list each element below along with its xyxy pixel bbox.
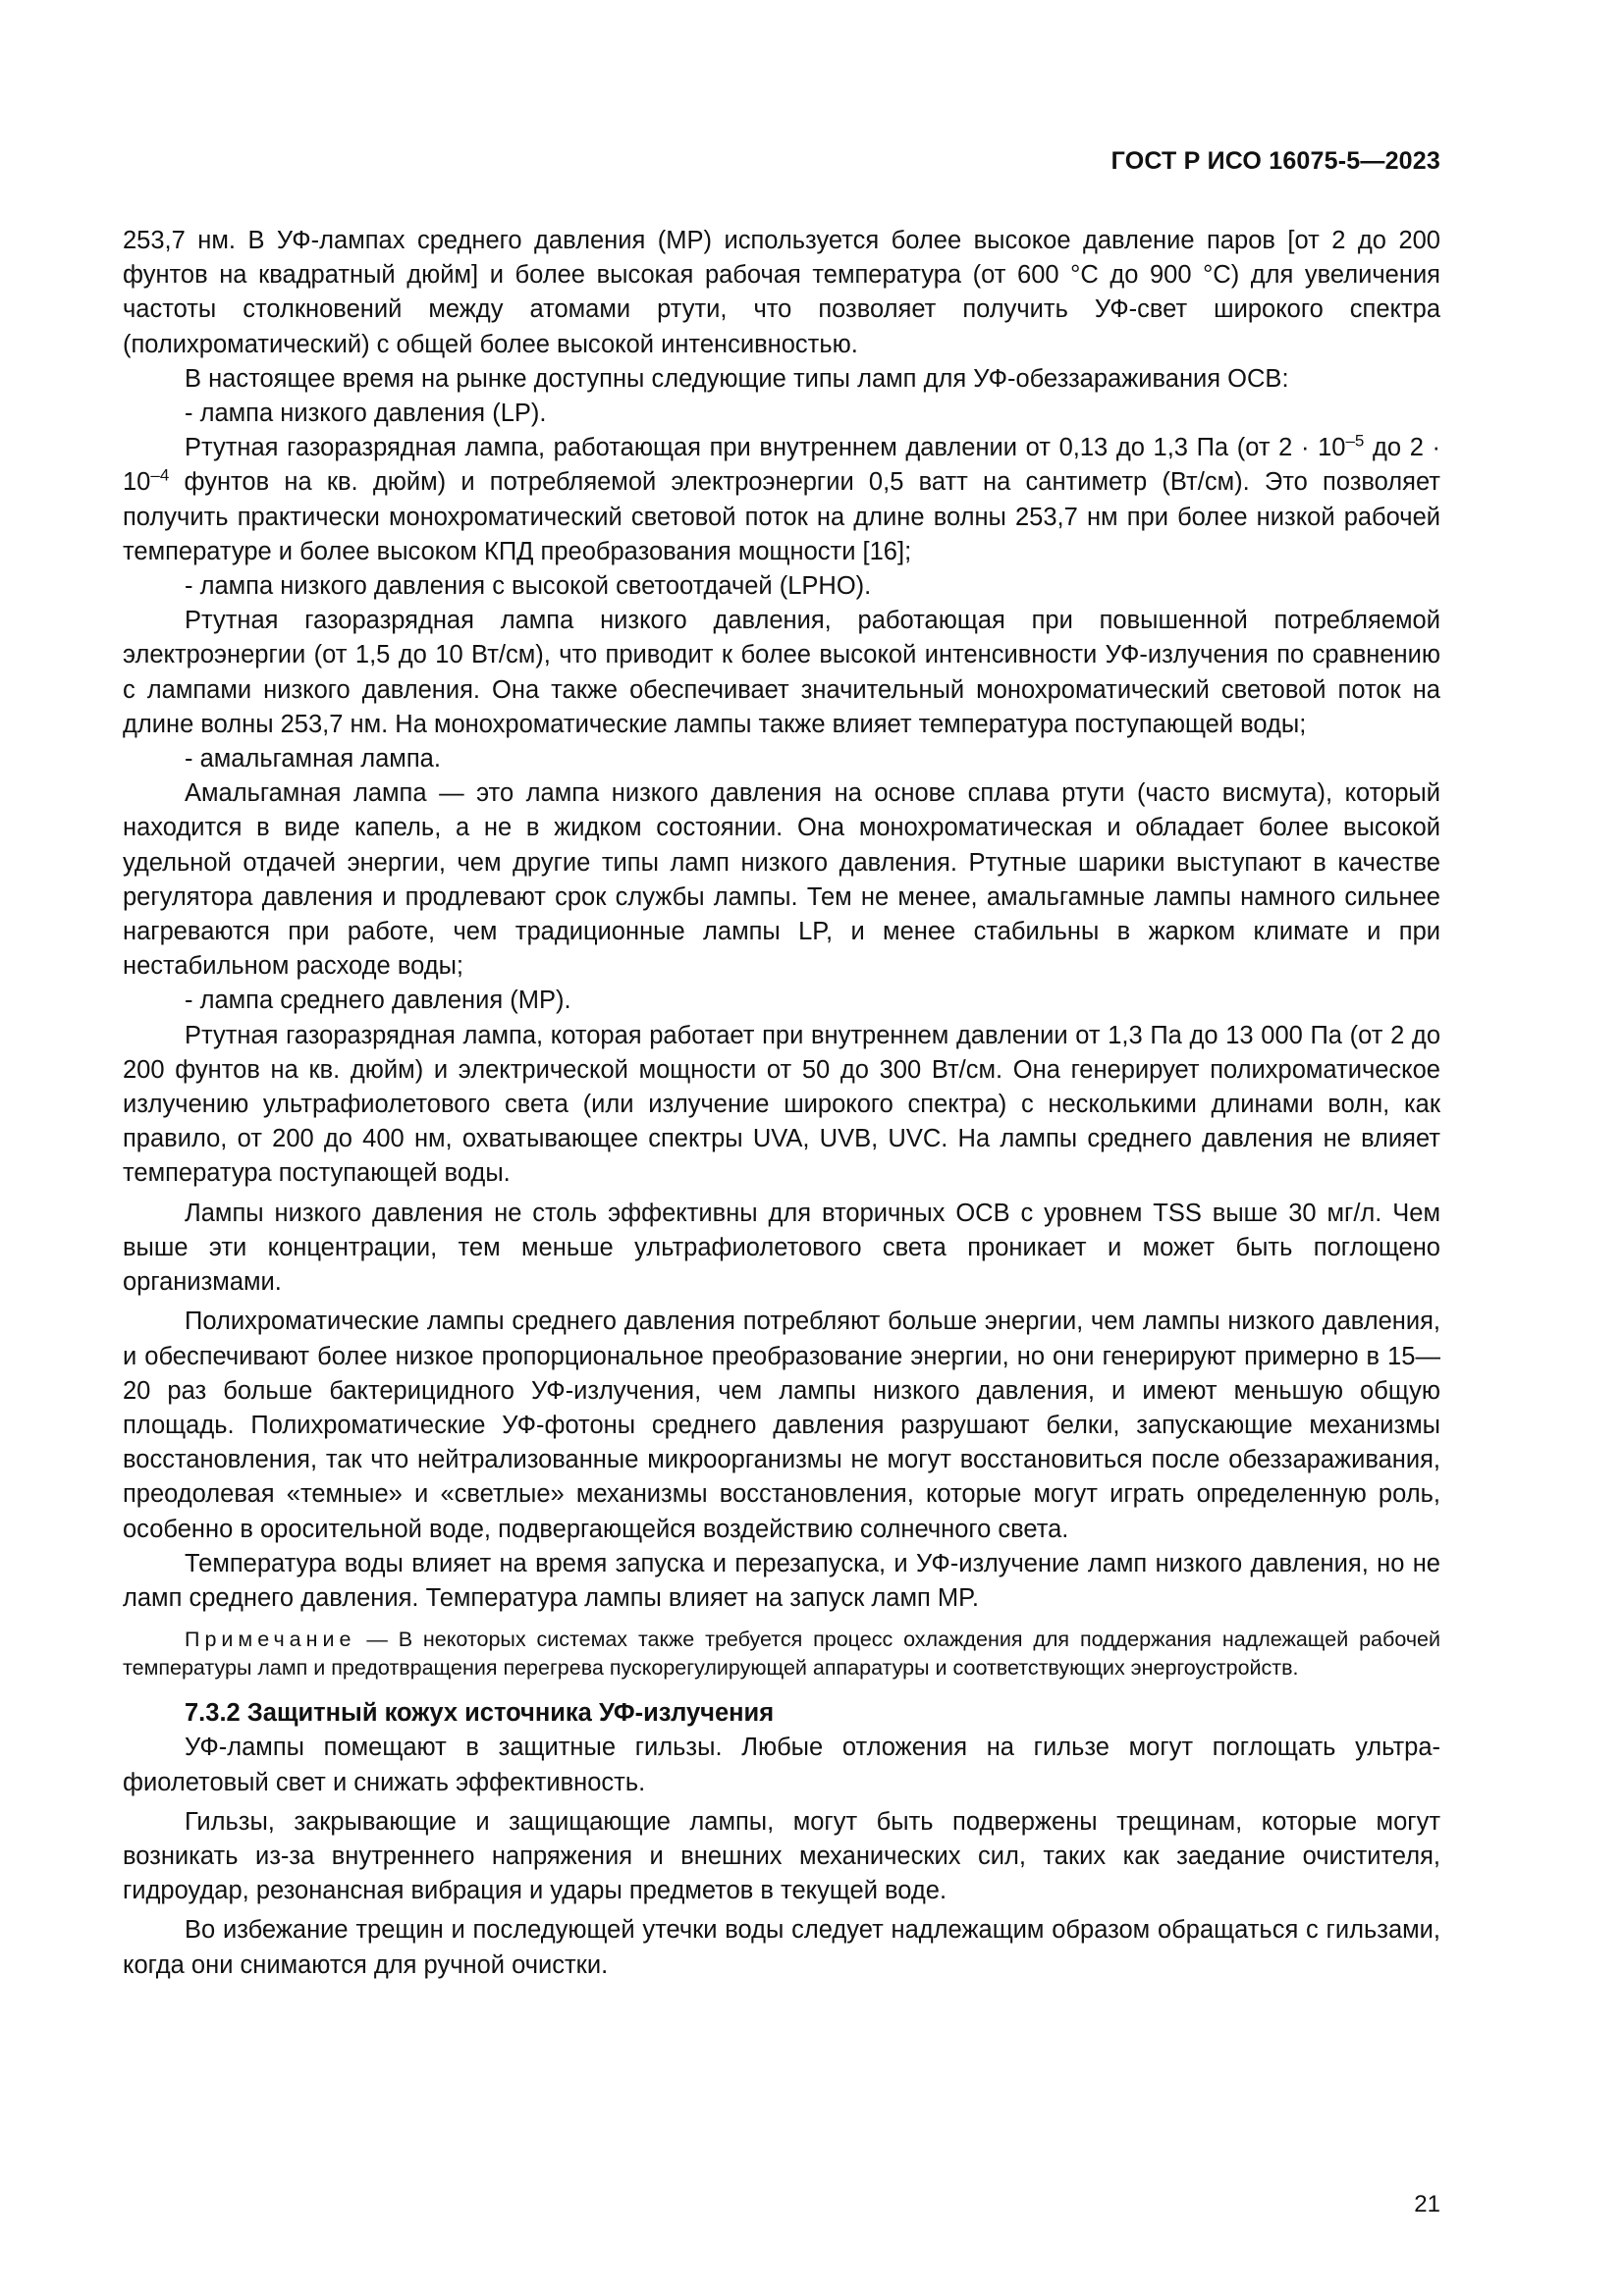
note-label: Примечание [185,1628,356,1652]
list-item-lp: - лампа низкого давления (LP). [185,400,547,428]
paragraph-lamp-types-intro: В настоящее время на рынке доступны следующие типы ламп для УФ-обеззараживания ОСВ: [185,364,1289,393]
lp-text-c: фунтов на кв. дюйм) и потребляемой электроэнергии 0,5 ватт на сантиметр (Вт/см). Это позволяет получить практически монохроматический световой поток на длине волны 253,7 нм при более низкой рабочей температуре и более высоком КПД преобразования мощности [16]; [123,468,1440,565]
paragraph-polychromatic-lamps: Полихроматические лампы среднего давления потребляют больше энергии, чем лампы низкого давления, и обеспечивают более низкое пропорциональное преобразование энергии, но они генерируют примерно в 15—20 раз больше бактерицидного УФ-излучения, чем лампы низкого давления, и имеют меньшую общую площадь. Полихроматические УФ-фотоны среднего давления разрушают белки, запускающие механизмы восстановления, так что нейтрализованные микроорганизмы не могут восстановиться после обеззараживания, преодолевая «темные» и «светлые» механизмы восстановления, которые могут играть определенную роль, особенно в оросительной воде, подвергающейся воздействию солнечного света. [123,1308,1440,1543]
lp-text-b: до 2 · 10 [123,434,1440,497]
page-body [123,224,1440,1983]
paragraph-sleeves-handling: Во избежание трещин и последующей утечки воды следует надлежащим образом обращаться с гильзами, когда они снимаются для ручной очистки. [123,1916,1440,1979]
paragraph-sleeves-deposits: УФ-лампы помещают в защитные гильзы. Любые отложения на гильзе могут поглощать ультрафиолетовый свет и снижать эффективность. [123,1734,1440,1796]
note-block [123,1626,1440,1682]
paragraph-mp-description: Ртутная газоразрядная лампа, которая работает при внутреннем давлении от 1,3 Па до 13 000 Па (от 2 до 200 фунтов на кв. дюйм) и электрической мощности от 50 до 300 Вт/см. Она генерирует полихроматическое излучению ультрафиолетового света (или излучение широкого спектра) с несколькими длинами волн, как правило, от 200 до 400 нм, охватывающее спектры UVA, UVB, UVC. На лампы среднего давления не влияет температура поступающей воды. [123,1021,1440,1188]
list-item-mp: - лампа среднего давления (MP). [185,987,571,1015]
paragraph-amalgam-description: Амальгамная лампа — это лампа низкого давления на основе сплава ртути (часто висмута), который находится в виде капель, а не в жидком состоянии. Она монохроматическая и обладает более высокой удельной отдачей энергии, чем другие типы ламп низкого давления. Ртутные шарики выступают в качестве регулятора давления и продлевают срок службы лампы. Тем не менее, амальгамные лампы намного сильнее нагреваются при работе, чем традиционные лампы LP, и менее стабильны в жарком климате и при нестабильном расходе воды; [123,779,1440,981]
paragraph-water-temperature: Температура воды влияет на время запуска и перезапуска, и УФ-излучение ламп низкого давления, но не ламп среднего давления. Температура лампы влияет на запуск ламп MP. [123,1549,1440,1612]
paragraph-low-pressure-efficiency: Лампы низкого давления не столь эффективны для вторичных ОСВ с уровнем TSS выше 30 мг/л. Чем выше эти концентрации, тем меньше ультрафиолетового света проникает и может быть поглощено организмами. [123,1199,1440,1297]
list-item-lpho: - лампа низкого давления с высокой светоотдачей (LPHO). [185,572,872,601]
paragraph-lp-description [123,431,1440,569]
page-number: 21 [1414,2191,1440,2217]
lp-text-a: Ртутная газоразрядная лампа, работающая при внутреннем давлении от 0,13 до 1,3 Па (от 2 · 10 [185,434,1346,462]
section-heading-7-3-2: 7.3.2 Защитный кожух источника УФ-излучения [185,1699,775,1728]
superscript-exponent-2: –4 [150,465,170,485]
document-header-standard: ГОСТ Р ИСО 16075-5—2023 [1110,147,1440,175]
paragraph-lpho-description: Ртутная газоразрядная лампа низкого давления, работающая при повышенной потребляемой электроэнергии (от 1,5 до 10 Вт/см), что приводит к более высокой интенсивности УФ-излучения по сравнению с лампами низкого давления. Она также обеспечивает значительный монохроматический световой поток на длине волны 253,7 нм. На монохроматические лампы также влияет температура поступающей воды; [123,607,1440,738]
list-item-amalgam: - амальгамная лампа. [185,745,441,774]
paragraph-continuation: 253,7 нм. В УФ-лампах среднего давления (MP) используется более высокое давление паров [от 2 до 200 фунтов на квадратный дюйм] и более высокая рабочая температура (от 600 °С до 900 °С) для увеличения частоты столкновений между атомами ртути, что позволяет получить УФ-свет широкого спектра (полихроматический) с общей более высокой интенсивностью. [123,227,1440,358]
paragraph-sleeves-cracks: Гильзы, закрывающие и защищающие лампы, могут быть подвержены трещинам, которые могут возникать из-за внутреннего напряжения и внешних механических сил, таких как заедание очистителя, гидроудар, резонансная вибрация и удары предметов в текущей воде. [123,1807,1440,1905]
note-text: — В некоторых системах также требуется процесс охлаждения для поддержания надлежащей рабочей температуры ламп и предотвращения перегрева пускорегулирующей аппаратуры и соответствующих энергоустройств. [123,1628,1440,1681]
superscript-exponent-1: –5 [1345,431,1365,451]
